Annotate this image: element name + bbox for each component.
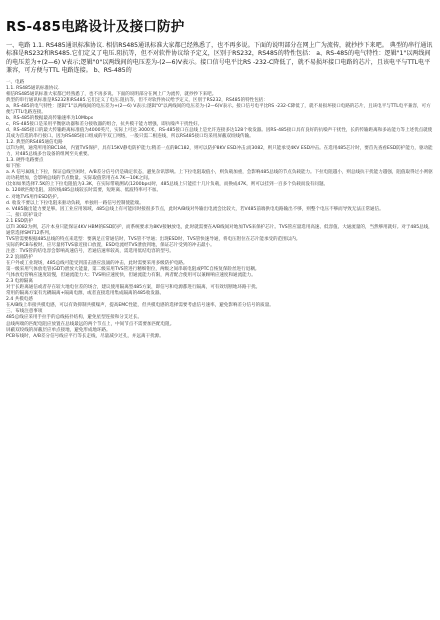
body-line: 对于长距离通信或者存在较大地电位差的场合，建议使用隔离型485方案，即信号和电源都进行隔离，可有效切断地环路干扰。 <box>6 285 261 291</box>
body-line: 注意：TVS管的结电容会影响高速信号，若通信速率较高，需选用低结电容的型号。 <box>6 248 174 254</box>
body-line: 屏蔽双绞线的屏蔽层应单点接地，避免形成地环路。 <box>6 327 111 333</box>
body-line: c、RS-485接口是采用平衡驱动器和差分接收器的组合，抗共模干能力增强，即抗噪声干扰性好。 <box>6 121 203 127</box>
body-line: PCB布线时，A/B差分信号线应平行等长走线，尽量减少过孔，并远离干扰源。 <box>6 333 164 339</box>
body-line: 第一级采用气体放电管(GDT)泄放大能量，第二级采用TVS管进行精细钳位，两级之间串联电阻或PTC自恢复保险丝进行退耦。 <box>6 267 260 273</box>
body-line: 气体放电管响应速度较慢，但通流能力大；TVS响应速度快，但通流能力有限，两者配合使用可以兼顾响应速度和通流能力。 <box>6 273 256 279</box>
body-line: 以TI 3082为例，芯片本身只能保证4KV HBM的ESD防护，而系统要求为8KV接触放电，此时就需要在A/B线间对地加TVS来保护芯片。TVS管应量选用高速、低容值、大通流量的，当然够用就好。对于485总线，通常选择SM712系列。 <box>6 224 433 236</box>
body-line: 1.1. RS485通讯标准协议. <box>6 85 60 91</box>
body-line: 实际的PCB布板时，应尽量将TVS靠近接口放置，ESD电流经TVS泄放到地，保证芯片受到的冲击最小。 <box>6 242 215 248</box>
body-line: 在A/B线上串接共模电感，可以有效抑制共模噪声，提高EMC性能，但共模电感的选择需要考虑信号速率，避免影响差分信号的质量。 <box>6 303 274 309</box>
body-line: 三、布线注意事项 <box>6 309 43 315</box>
body-line: 485总线应采用手拉手的总线拓扑结构，避免星型连接和分支过长。 <box>6 315 142 321</box>
body-line: 2.1 ESD防护 <box>6 218 34 224</box>
body-line: 典型的串行通讯标准是RS232和RS485.它们定义了电压.阻抗等，但不对软件协议给予定义，区别于RS232，RS485的特性包括： <box>6 97 268 103</box>
body-line: 1.2. 典型的RS485通信电路 <box>6 140 63 146</box>
body-line: (比如如果选择7.5K的上下拉电阻值为3.3K，在实际带载测试(1200bps)时，485总线上只能挂十几片负载，而换成47K，则可以挂到一百多个负载而没有问题。 <box>6 182 329 188</box>
document-body <box>6 80 434 340</box>
intro-paragraph: 一、电路 1.1. RS485通讯标准协议. 相信RS485通讯标准大家都已经熟悉了，也不再多说。下面的说明部分在网上广为流传，就抄抄下来吧。 典型的串行通讯标准是RS232和RS485.它们定义了电压.阻抗等，但不对软件协议给予定义，区别于RS232，RS485的特性包括： a、RS-485的电气特性：逻辑"1"以两线间的电压差为+(2—6) V表示;逻辑"0"以两线间的电压差为-(2—6)V表示。接口信号电平比RS -232-C降低了，就不易损坏接口电路的芯片，且该电平与TTL电平兼容，可方便与TTL 电路连接。 b、RS-485的 <box>6 42 433 75</box>
document-title: RS-485电路设计及接口防护 <box>6 19 185 35</box>
body-line: a. A 信号属线上下拉，保证总线空闲时，A/B差分信号仍是确定状态，避免杂讯影响。上下拉电阻取值小，则负载加重，会影响485总线的节点负载能力。下拉电阻越小，则总线抗干扰能力越强，阻值取得过小则驱动功耗增加，会影响总线的节点数量。实际取值常用在4.7K—10K之间。 <box>6 170 433 182</box>
body-line: c. 对地TVS用作ESD防护。 <box>6 194 62 200</box>
body-line: 2.2 浪涌防护 <box>6 254 33 260</box>
body-line: 二、接口防护设计 <box>6 212 43 218</box>
body-line: 常用的隔离方案有光耦隔离+隔离电源，或者直接选用集成隔离的485收发器。 <box>6 291 164 297</box>
body-line: 2.3 电源隔离 <box>6 279 33 285</box>
body-line: 相信RS485通讯标准大家都已经熟悉了，也不再多说。下面的说明部分在网上广为流传，就抄抄下来吧。 <box>6 91 217 97</box>
body-line: 在户外或工业现场，485总线可能受到雷击感应浪涌的冲击，此时需要采用多级防护电路。 <box>6 261 188 267</box>
body-line: a、RS-485的电气特性：逻辑"1"以两线间的电压差为+(2—6) V表示;逻辑"0"以两线间的电压差为-(2—6)V表示。接口信号电平比RS -232-C降低了，就不易损坏接口电路的芯片，且该电平与TTL电平兼容，可方便与TTL电路连接。 <box>6 103 431 115</box>
body-line: d. 收发不要以上下拉电阻来驱动负载，单独用一路信号控制使能端。 <box>6 200 144 206</box>
body-line: 2.4 共模电感 <box>6 297 33 303</box>
body-line: 如下图： <box>6 164 25 170</box>
body-line: b、RS-485的数据最高传输速率为10Mbps <box>6 115 94 121</box>
body-line: b. 120欧匹配电阻，双绞线485总线较长时需要，短距离、低波特率可不加。 <box>6 188 161 194</box>
body-line: 1.3. 硬件电路要点 <box>6 158 44 164</box>
body-line: d、RS-485接口的最大传输距离标准值为4000英尺，实际上可达 3000米，RS-485接口在总线上是允许连接多达128个收发器。因RS-485接口具有良好的抗噪声干扰性，长的传输距离和多站能力等上述优点就使其成为首选的串行接口。因为RS485接口组成的半双工网络，一般只需二根连线，所以RS485接口均采用屏蔽双绞线传输。 <box>6 128 433 140</box>
body-line: 总线两端的匹配电阻应放置在总线最远的两个节点上，中间节点不需要加匹配电阻。 <box>6 321 175 327</box>
body-line: 一、电路 <box>6 79 25 85</box>
body-line: TVS管需要根据485总线的特点来选型：要满足正常通信时，TVS管不导通；出现ESD时，TVS管快速导通，将电压钳位在芯片能承受的范围以内。 <box>6 236 301 242</box>
body-line: e. V485输出能力要足够。因工业应用领域，485总线上有可能同时接很多节点，此时A/B线对外输出电流会比较大，若V485前端供电电路输出不够，则整个电压不够而导致无法正常通信。 <box>6 206 384 212</box>
body-line: 以TI为例，通常所用的BC184，内置TVS保护，具有15KV静电防护能力;稍差一点的BC182，则可以防护8KV ESD冲击;而3082，则只能承受4KV ESD冲击。在选用485芯片时，要首先查看ESD防护能力，驱动能力，对485总线多台设备的组网至关重要。 <box>6 146 433 158</box>
